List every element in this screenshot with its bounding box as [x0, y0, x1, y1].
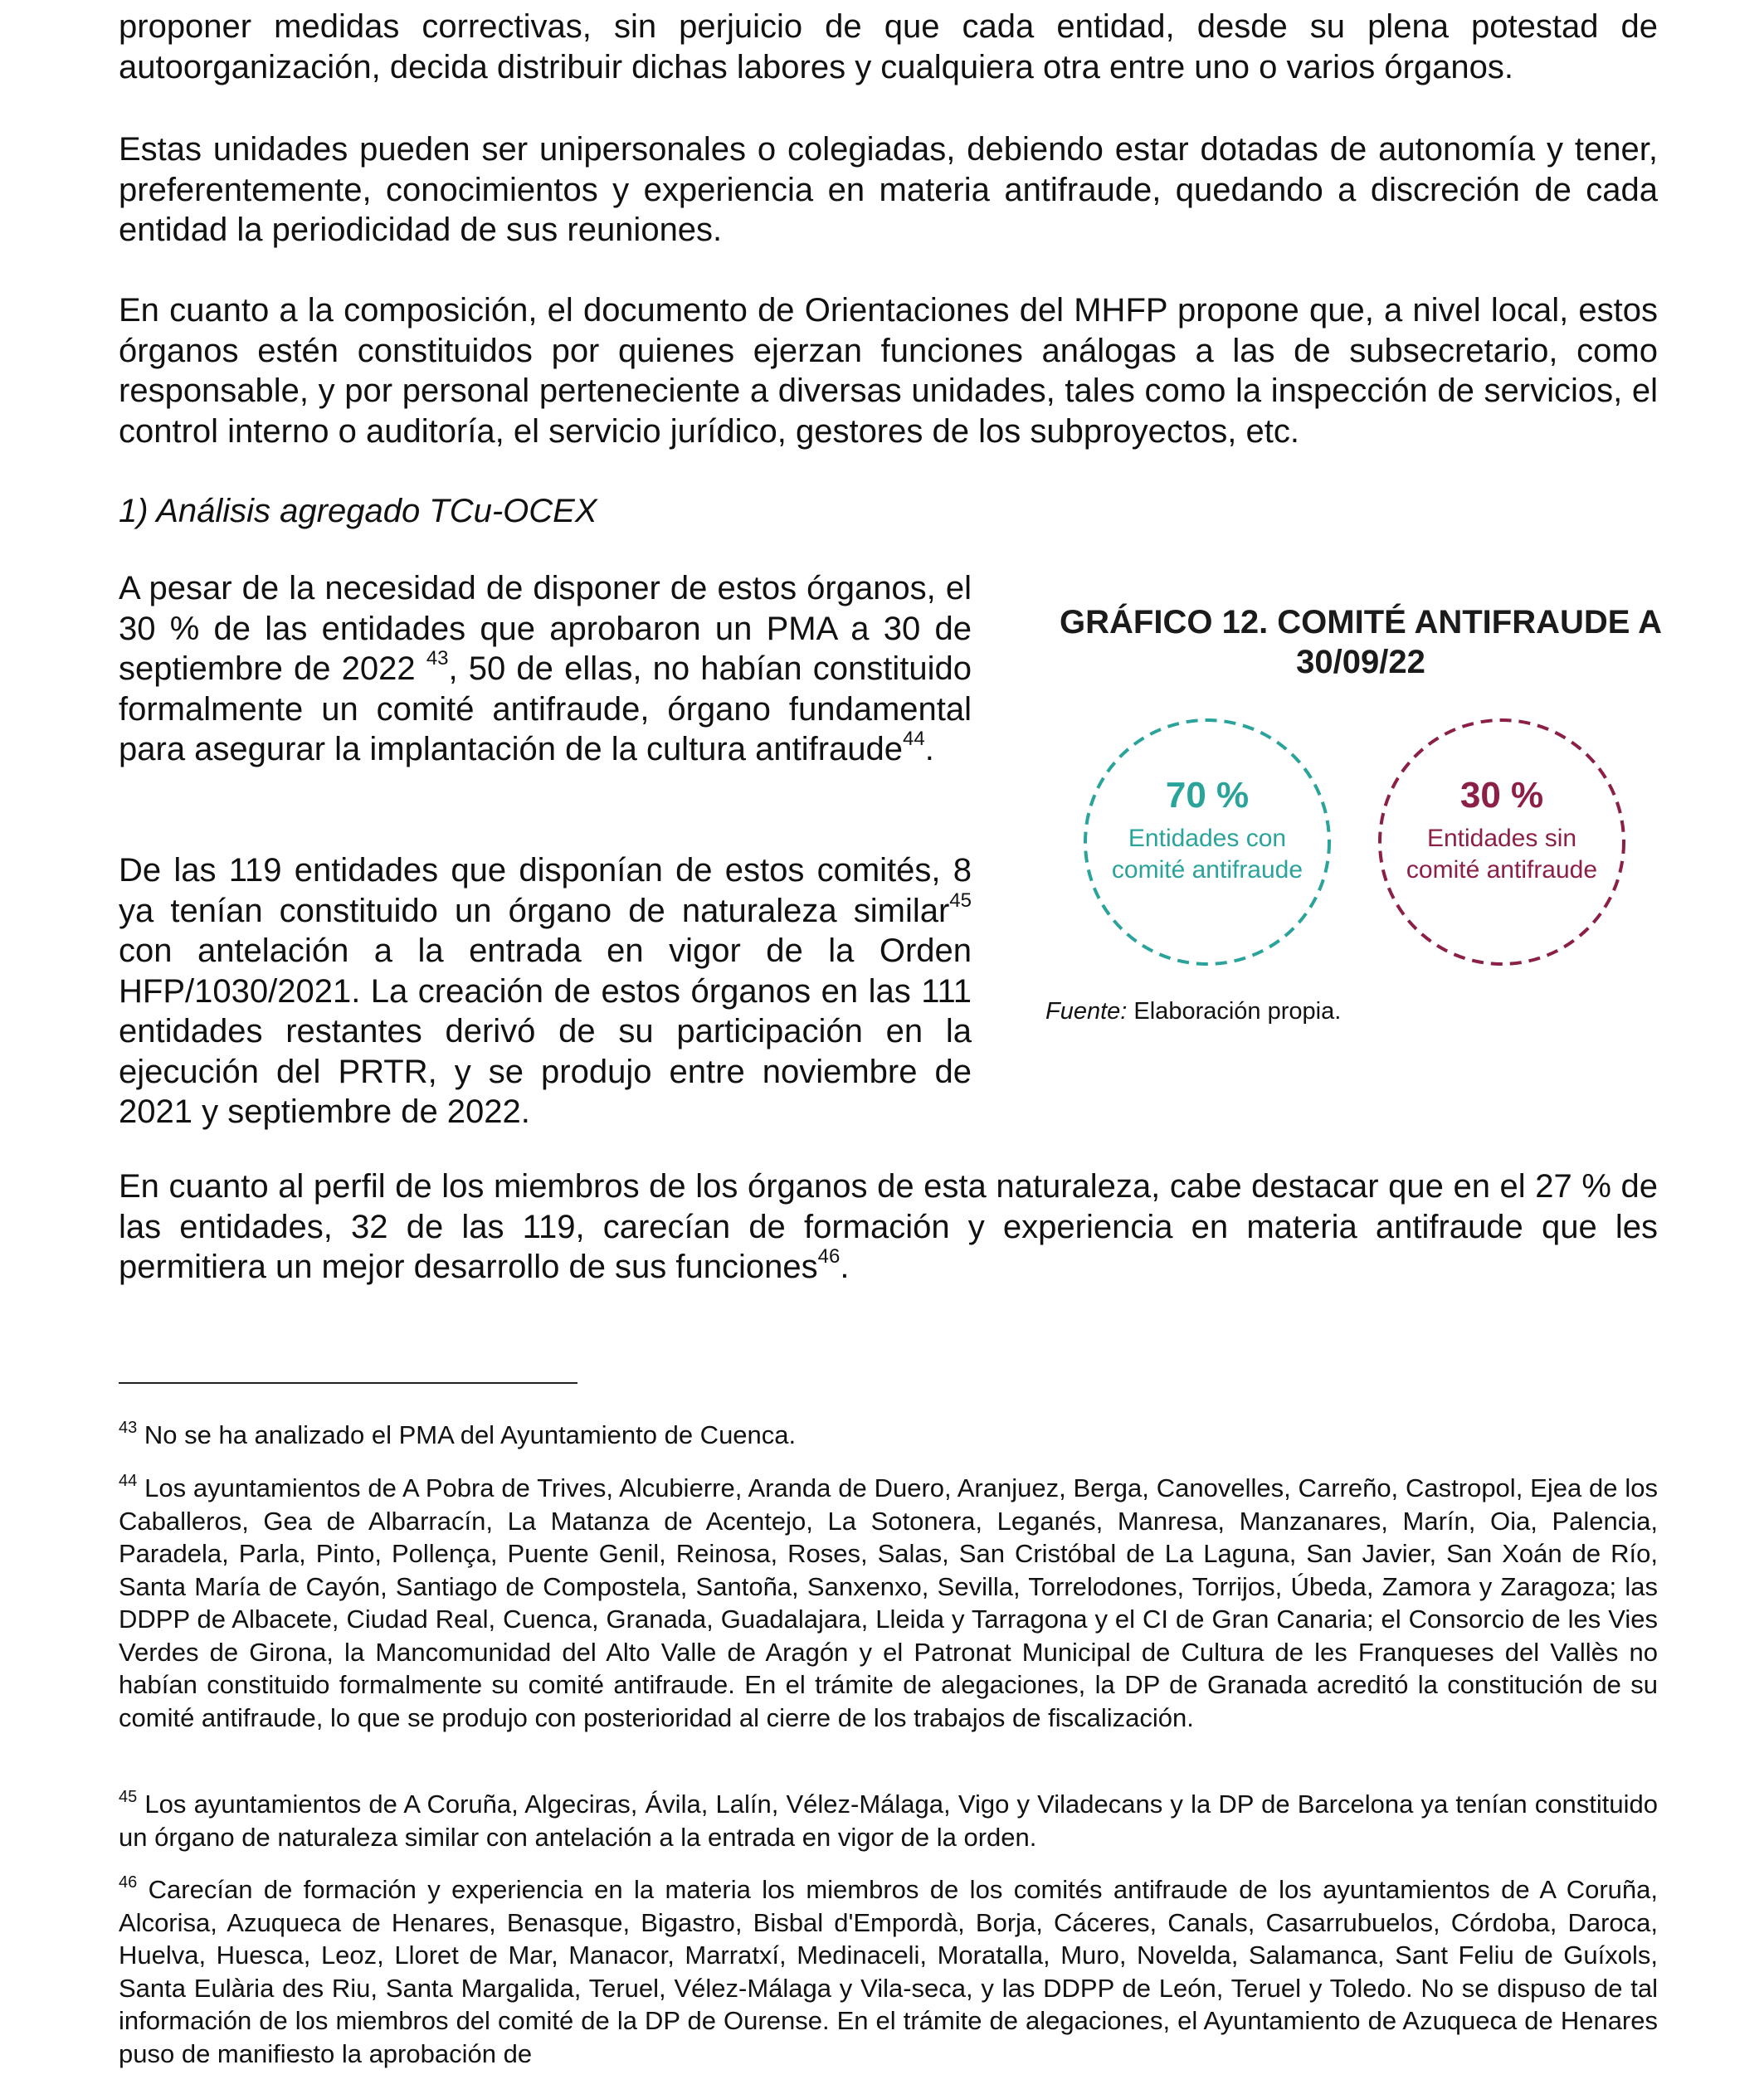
footnote-number: 46 — [119, 1873, 138, 1892]
footnote-number: 45 — [119, 1788, 138, 1806]
paragraph-pesar-part3: . — [924, 731, 934, 767]
comite-antifraude-chart — [1070, 709, 1668, 983]
footnote-text: Los ayuntamientos de A Pobra de Trives, Alcubierre, Aranda de Duero, Aranjuez, Berga, Canovelles, Carreño, Castropol, Ejea de los Caballeros, Gea de Albarracín, La Matanza de Acentejo, La Sotonera, Leganés, Manresa, Manzanares, Marín, Oia, Palencia, Paradela, Parla, Pinto, Pollença, Puente Genil, Reinosa, Roses, Salas, San Cristóbal de La Laguna, San Javier, San Xoán de Río, Santa María de Cayón, Santiago de Compostela, Santoña, Sanxenxo, Sevilla, Torrelodones, Torrijos, Úbeda, Zamora y Zaragoza; las DDPP de Albacete, Ciudad Real, Cuenca, Granada, Guadalajara, Lleida y Tarragona y el CI de Gran Canaria; el Consorcio de les Vies Verdes de Girona, la Mancomunidad del Alto Valle de Aragón y el Patronat Municipal de Cultura de les Franqueses del Vallès no habían constituido formalmente su comité antifraude. En el trámite de alegaciones, la DP de Granada acreditó la constitución de su comité antifraude, lo que se produjo con posterioridad al cierre de los trabajos de fiscalización. — [119, 1473, 1658, 1732]
footnote-46 — [119, 1873, 1658, 2070]
footnote-ref-45[interactable]: 45 — [949, 889, 972, 912]
footnote-text: Los ayuntamientos de A Coruña, Algeciras, Ávila, Lalín, Vélez-Málaga, Vigo y Viladecans y la DP de Barcelona ya tenían constituido un órgano de naturaleza similar con antelación a la entrada en vigor de la orden. — [119, 1790, 1658, 1852]
footnote-ref-44[interactable]: 44 — [903, 728, 925, 750]
footnote-separator — [119, 1382, 577, 1384]
paragraph-119 — [119, 850, 972, 1132]
section-heading: 1) Análisis agregado TCu-OCEX — [119, 493, 597, 529]
paragraph-perfil — [119, 1166, 1658, 1288]
chart-source — [1045, 998, 1341, 1025]
footnote-text: No se ha analizado el PMA del Ayuntamiento de Cuenca. — [137, 1420, 797, 1449]
source-text: Elaboración propia. — [1127, 998, 1342, 1025]
paragraph-perfil-part2: . — [840, 1249, 850, 1285]
paragraph-perfil-part1: En cuanto al perfil de los miembros de los órganos de esta naturaleza, cabe destacar que en el 27 % de las entidades, 32 de las 119, carecían de formación y experiencia en materia antifraude que les permitiera un mejor desarrollo de sus funciones — [119, 1168, 1658, 1285]
footnote-43 — [119, 1419, 1658, 1452]
paragraph-pesar-part2: , 50 de ellas, no habían constituido formalmente un comité antifraude, órgano fundamental para asegurar la implantación de la cultura antifraude — [119, 650, 972, 767]
footnote-45 — [119, 1788, 1658, 1853]
paragraph-units: Estas unidades pueden ser unipersonales o colegiadas, debiendo estar dotadas de autonomía y tener, preferentemente, conocimientos y experiencia en materia antifraude, quedando a discreción de cada entidad la periodicidad de sus reuniones. — [119, 131, 1658, 248]
footnote-ref-46[interactable]: 46 — [817, 1245, 841, 1268]
footnote-44 — [119, 1472, 1658, 1734]
paragraph-composition: En cuanto a la composición, el documento de Orientaciones del MHFP propone que, a nivel local, estos órganos estén constituidos por quienes ejerzan funciones análogas a las de subsecretario, como responsable, y por personal perteneciente a diversas unidades, tales como la inspección de servicios, el control interno o auditoría, el servicio jurídico, gestores de los subproyectos, etc. — [119, 292, 1658, 450]
chart-category-label-0-0: Entidades con — [1128, 825, 1287, 852]
chart-category-label-1-1: comité antifraude — [1406, 856, 1598, 884]
footnote-number: 43 — [119, 1419, 138, 1437]
chart-category-label-1-0: Entidades sin — [1426, 825, 1577, 852]
footnote-number: 44 — [119, 1472, 138, 1490]
chart-value-label-0: 70 % — [1165, 775, 1250, 816]
footnote-text: Carecían de formación y experiencia en la materia los miembros de los comités antifraude de los ayuntamientos de A Coruña, Alcorisa, Azuqueca de Henares, Benasque, Bigastro, Bisbal d'Empordà, Borja, Cáceres, Canals, Casarrubuelos, Córdoba, Daroca, Huelva, Huesca, Leoz, Lloret de Mar, Manacor, Marratxí, Medinaceli, Moratalla, Muro, Novelda, Salamanca, Sant Feliu de Guíxols, Santa Eulària des Riu, Santa Margalida, Teruel, Vélez-Málaga y Vila-seca, y las DDPP de León, Teruel y Toledo. No se dispuso de tal información de los miembros del comité de la DP de Ourense. En el trámite de alegaciones, el Ayuntamiento de Azuqueca de Henares puso de manifiesto la aprobación de — [119, 1875, 1658, 2068]
paragraph-pesar-part1: A pesar de la necesidad de disponer de estos órganos, el 30 % de las entidades que aprobaron un PMA a 30 de septiembre de 2022 — [119, 570, 972, 687]
chart-value-label-1: 30 % — [1459, 775, 1544, 816]
paragraph-119-part2: con antelación a la entrada en vigor de la Orden HFP/1030/2021. La creación de estos órganos en las 111 entidades restantes derivó de su participación en la ejecución del PRTR, y se produjo entre noviembre de 2021 y septiembre de 2022. — [119, 933, 972, 1130]
footnote-ref-43[interactable]: 43 — [426, 647, 449, 670]
paragraph-pesar — [119, 568, 972, 770]
paragraph-119-part1: De las 119 entidades que disponían de estos comités, 8 ya tenían constituido un órgano de naturaleza similar — [119, 852, 972, 929]
source-label: Fuente: — [1045, 998, 1128, 1025]
chart-title: GRÁFICO 12. COMITÉ ANTIFRAUDE A 30/09/22 — [1060, 604, 1662, 680]
paragraph-intro: proponer medidas correctivas, sin perjuicio de que cada entidad, desde su plena potestad de autoorganización, decida distribuir dichas labores y cualquiera otra entre uno o varios órganos. — [119, 8, 1658, 85]
chart-category-label-0-1: comité antifraude — [1111, 856, 1304, 884]
